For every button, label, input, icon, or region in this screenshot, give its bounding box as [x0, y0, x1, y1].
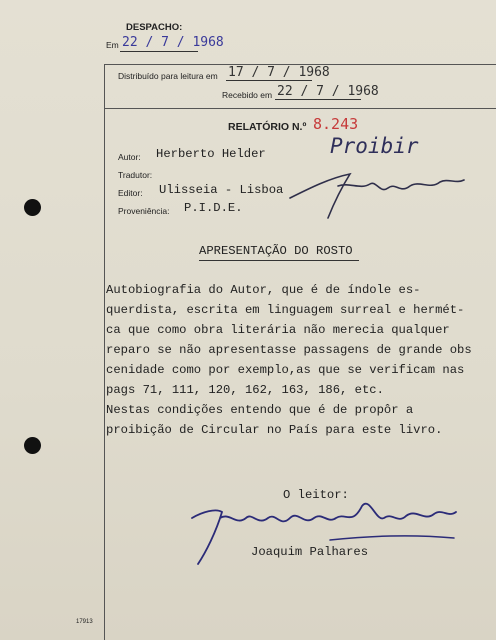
relatorio-label: RELATÓRIO N.º: [228, 121, 307, 133]
editor-value: Ulisseia - Lisboa: [159, 183, 284, 197]
leitor-name: Joaquim Palhares: [251, 545, 369, 559]
distribuido-line: [226, 80, 312, 81]
proveniencia-label: Proveniência:: [118, 206, 170, 216]
censor-signature: [280, 160, 470, 220]
despacho-label: DESPACHO:: [126, 22, 183, 33]
distribuido-label: Distribuído para leitura em: [118, 71, 218, 81]
frame-meta-rule: [104, 108, 496, 109]
despacho-date: 22 / 7 / 1968: [122, 35, 224, 50]
relatorio-number: 8.243: [313, 115, 359, 133]
decision-handwritten: Proibir: [330, 134, 419, 158]
recebido-date: 22 / 7 / 1968: [277, 84, 379, 99]
binder-hole-top: [24, 199, 41, 216]
body-line-1: Autobiografia do Autor, que é de índole es-: [106, 283, 421, 297]
recebido-label: Recebido em: [222, 90, 273, 100]
binder-hole-bottom: [24, 437, 41, 454]
autor-value: Herberto Helder: [156, 147, 266, 161]
footer-code: 17913: [76, 619, 93, 625]
body-line-4: reparo se não apresentasse passagens de grande obs: [106, 343, 472, 357]
body-line-7: Nestas condições entendo que é de propôr a: [106, 403, 414, 417]
recebido-line: [275, 99, 361, 100]
autor-label: Autor:: [118, 152, 141, 162]
body-line-3: ca que como obra literária não merecia qualquer: [106, 323, 450, 337]
body-line-8: proibição de Circular no País para este livro.: [106, 423, 443, 437]
despacho-em-label: Em: [106, 40, 119, 50]
tradutor-label: Tradutor:: [118, 170, 153, 180]
body-line-2: querdista, escrita em linguagem surreal e hermét-: [106, 303, 465, 317]
distribuido-date: 17 / 7 / 1968: [228, 65, 330, 80]
body-line-6: pags 71, 111, 120, 162, 163, 186, etc.: [106, 383, 384, 397]
leitor-label: O leitor:: [283, 488, 349, 502]
editor-label: Editor:: [118, 188, 143, 198]
section-title-underline: [199, 260, 359, 261]
frame-left-rule: [104, 64, 105, 640]
body-line-5: cenidade como por exemplo,as que se verificam nas: [106, 363, 465, 377]
section-title: APRESENTAÇÃO DO ROSTO: [199, 244, 353, 258]
proveniencia-value: P.I.D.E.: [184, 201, 243, 215]
despacho-date-line: [120, 51, 198, 52]
